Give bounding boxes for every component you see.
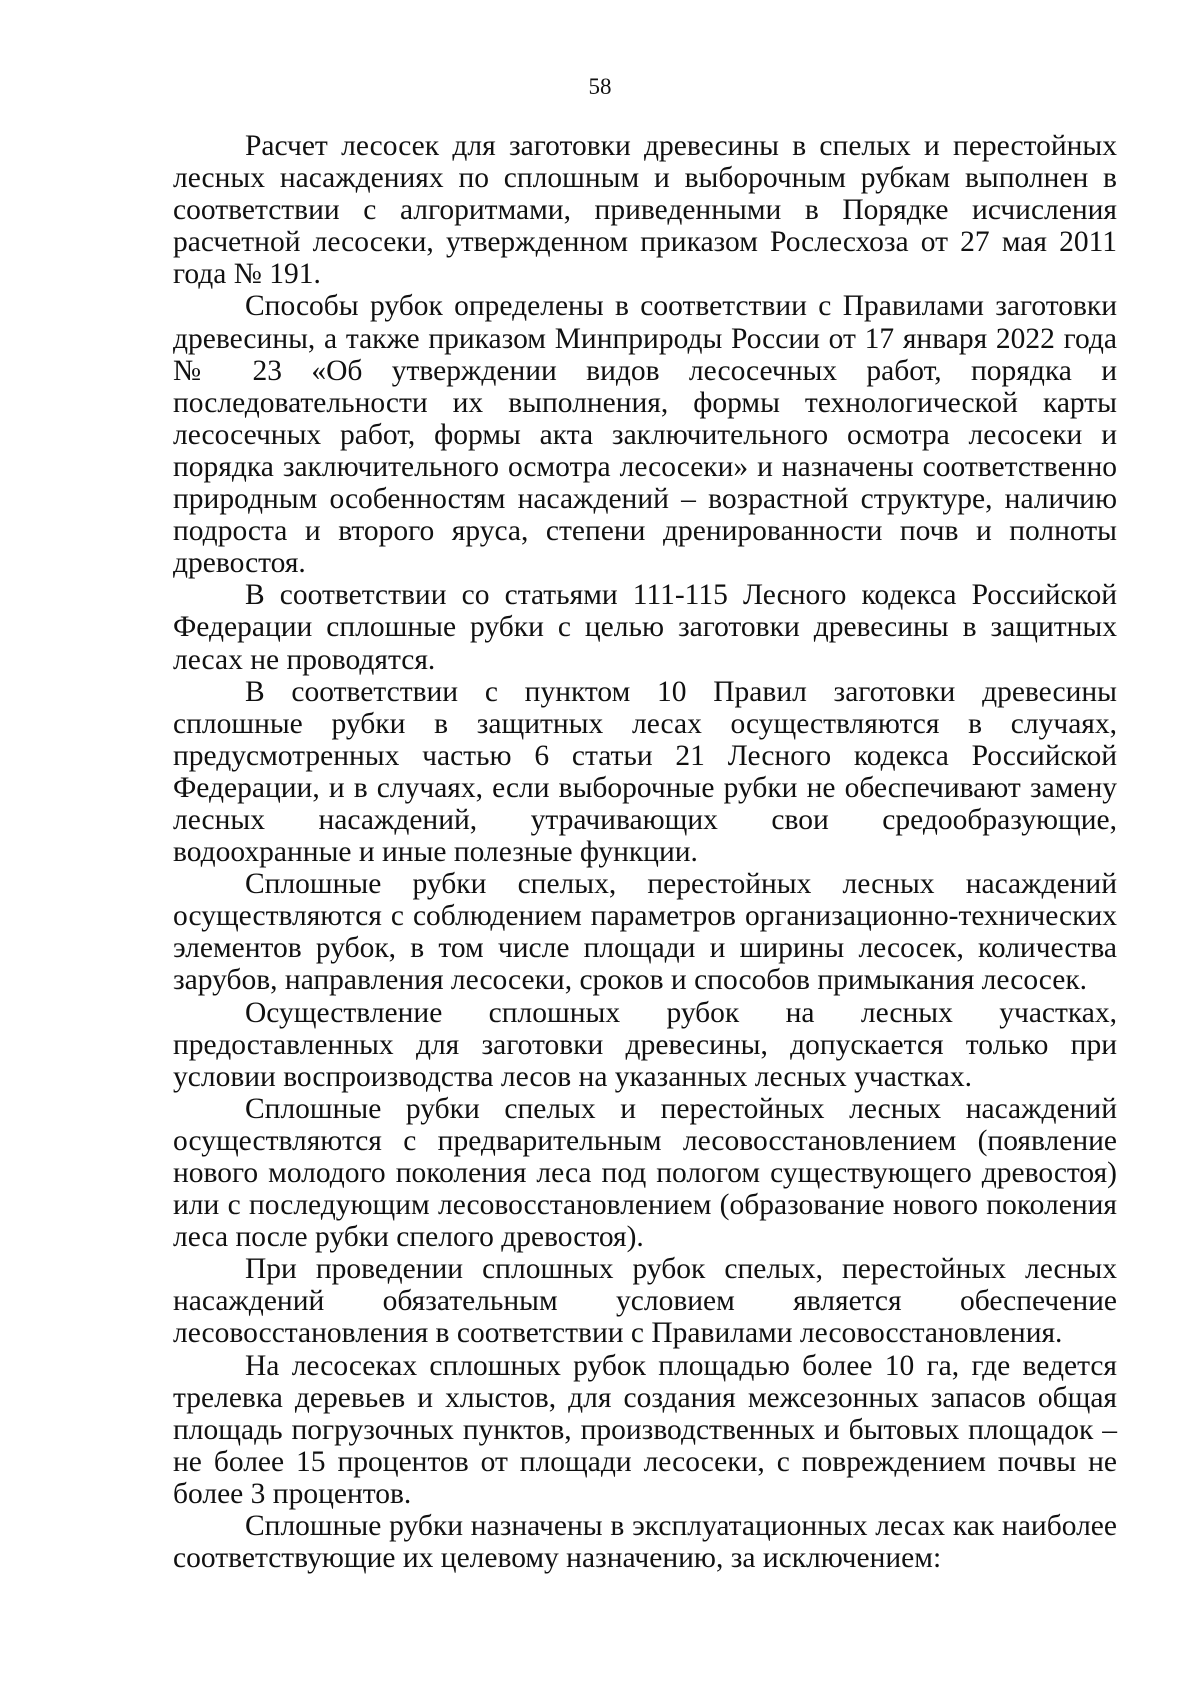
paragraph: Расчет лесосек для заготовки древесины в спелых и перестойных лесных насаждениях по сплошным и выборочным рубкам выполнен в соответствии с алгоритмами, приведенными в Порядке исчисления расчетной лесосеки, утвержденном приказом Рослесхоза от 27 мая 2011 года № 191. <box>173 130 1117 291</box>
page-number: 58 <box>588 74 612 99</box>
document-body <box>173 130 1117 1574</box>
paragraph: Сплошные рубки спелых и перестойных лесных насаждений осуществляются с предварительным лесовосстановлением (появление нового молодого поколения леса под пологом существующего древостоя) или с последующим лесовосстановлением (образование нового поколения леса после рубки спелого древостоя). <box>173 1092 1117 1254</box>
paragraph: Осуществление сплошных рубок на лесных участках, предоставленных для заготовки древесины, допускается только при условии воспроизводства лесов на указанных лесных участках. <box>173 996 1117 1093</box>
paragraph: Способы рубок определены в соответствии с Правилами заготовки древесины, а также приказом Минприроды России от 17 января 2022 года № 23 «Об утверждении видов лесосечных работ, порядка и последовательности их выполнения, формы технологической карты лесосечных работ, формы акта заключительного осмотра лесосеки и порядка заключительного осмотра лесосеки» и назначены соответственно природным особенностям насаждений – возрастной структуре, наличию подроста и второго яруса, степени дренированности почв и полноты древостоя. <box>173 290 1117 580</box>
paragraph: В соответствии со статьями 111-115 Лесного кодекса Российской Федерации сплошные рубки с целью заготовки древесины в защитных лесах не проводятся. <box>173 579 1117 676</box>
paragraph: Сплошные рубки спелых, перестойных лесных насаждений осуществляются с соблюдением параметров организационно-технических элементов рубок, в том числе площади и ширины лесосек, количества зарубов, направления лесосеки, сроков и способов примыкания лесосек. <box>173 868 1117 997</box>
paragraph: При проведении сплошных рубок спелых, перестойных лесных насаждений обязательным условием является обеспечение лесовосстановления в соответствии с Правилами лесовосстановления. <box>173 1253 1117 1350</box>
paragraph: На лесосеках сплошных рубок площадью более 10 га, где ведется трелевка деревьев и хлыстов, для создания межсезонных запасов общая площадь погрузочных пунктов, производственных и бытовых площадок – не более 15 процентов от площади лесосеки, с повреждением почвы не более 3 процентов. <box>173 1349 1117 1510</box>
paragraph: Сплошные рубки назначены в эксплуатационных лесах как наиболее соответствующие их целевому назначению, за исключением: <box>173 1510 1117 1575</box>
paragraph: В соответствии с пунктом 10 Правил заготовки древесины сплошные рубки в защитных лесах осуществляются в случаях, предусмотренных частью 6 статьи 21 Лесного кодекса Российской Федерации, и в случаях, если выборочные рубки не обеспечивают замену лесных насаждений, утрачивающих свои средообразующие, водоохранные и иные полезные функции. <box>173 675 1117 869</box>
